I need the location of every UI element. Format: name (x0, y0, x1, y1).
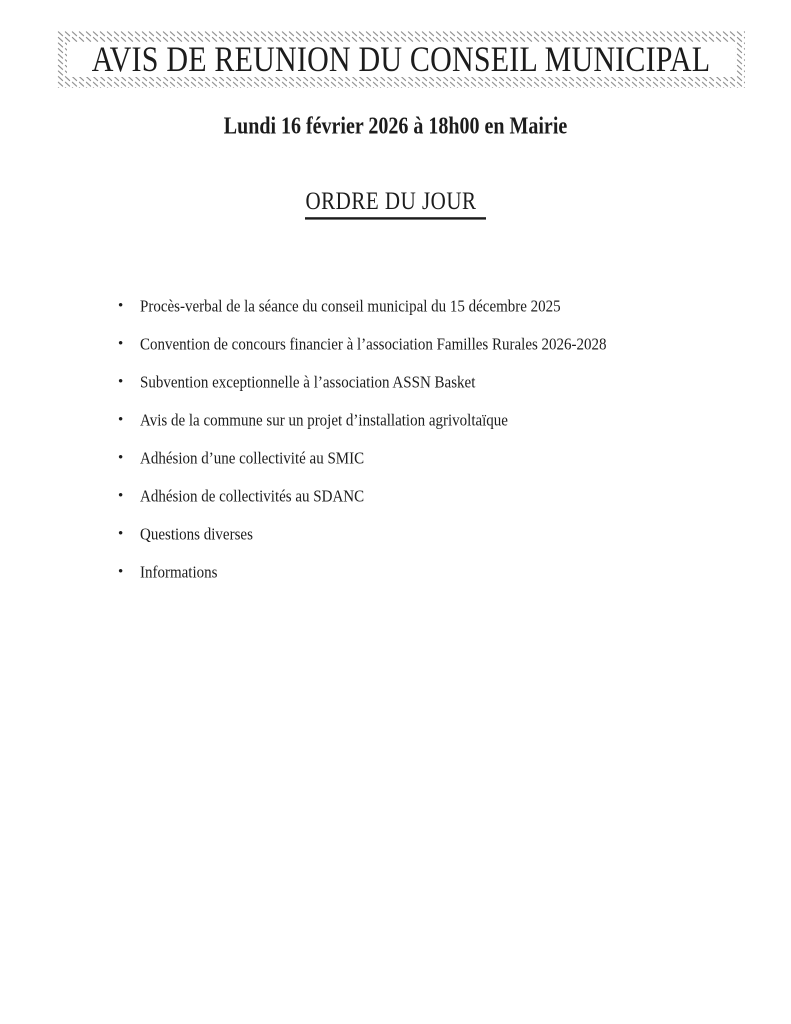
list-item (0, 335, 791, 373)
bullet-icon: • (118, 564, 124, 580)
list-item-text: Subvention exceptionnelle à l’association ASSN Basket (140, 374, 476, 393)
list-item (0, 525, 791, 563)
bullet-icon: • (118, 336, 124, 352)
list-item-text: Questions diverses (140, 526, 253, 545)
bullet-icon: • (118, 374, 124, 390)
list-item (0, 411, 791, 449)
bullet-icon: • (118, 298, 124, 314)
list-item-text: Procès-verbal de la séance du conseil municipal du 15 décembre 2025 (140, 298, 561, 317)
bullet-icon: • (118, 526, 124, 542)
list-item (0, 373, 791, 411)
list-item (0, 449, 791, 487)
bullet-icon: • (118, 412, 124, 428)
bullet-icon: • (118, 450, 124, 466)
list-item (0, 487, 791, 525)
list-item (0, 563, 791, 601)
list-item-text: Convention de concours financier à l’association Familles Rurales 2026-2028 (140, 336, 607, 355)
title-banner (57, 31, 745, 88)
meeting-date-line: Lundi 16 février 2026 à 18h00 en Mairie (223, 113, 568, 140)
list-item (0, 297, 791, 335)
list-item-text: Avis de la commune sur un projet d’installation agrivoltaïque (140, 412, 508, 431)
page-title: AVIS DE REUNION DU CONSEIL MUNICIPAL (91, 39, 711, 79)
agenda-list (0, 297, 791, 601)
section-heading: ORDRE DU JOUR (305, 186, 485, 220)
list-item-text: Adhésion d’une collectivité au SMIC (140, 450, 365, 469)
list-item-text: Informations (140, 564, 218, 583)
section-heading-wrap (0, 186, 791, 214)
list-item-text: Adhésion de collectivités au SDANC (140, 488, 365, 507)
bullet-icon: • (118, 488, 124, 504)
